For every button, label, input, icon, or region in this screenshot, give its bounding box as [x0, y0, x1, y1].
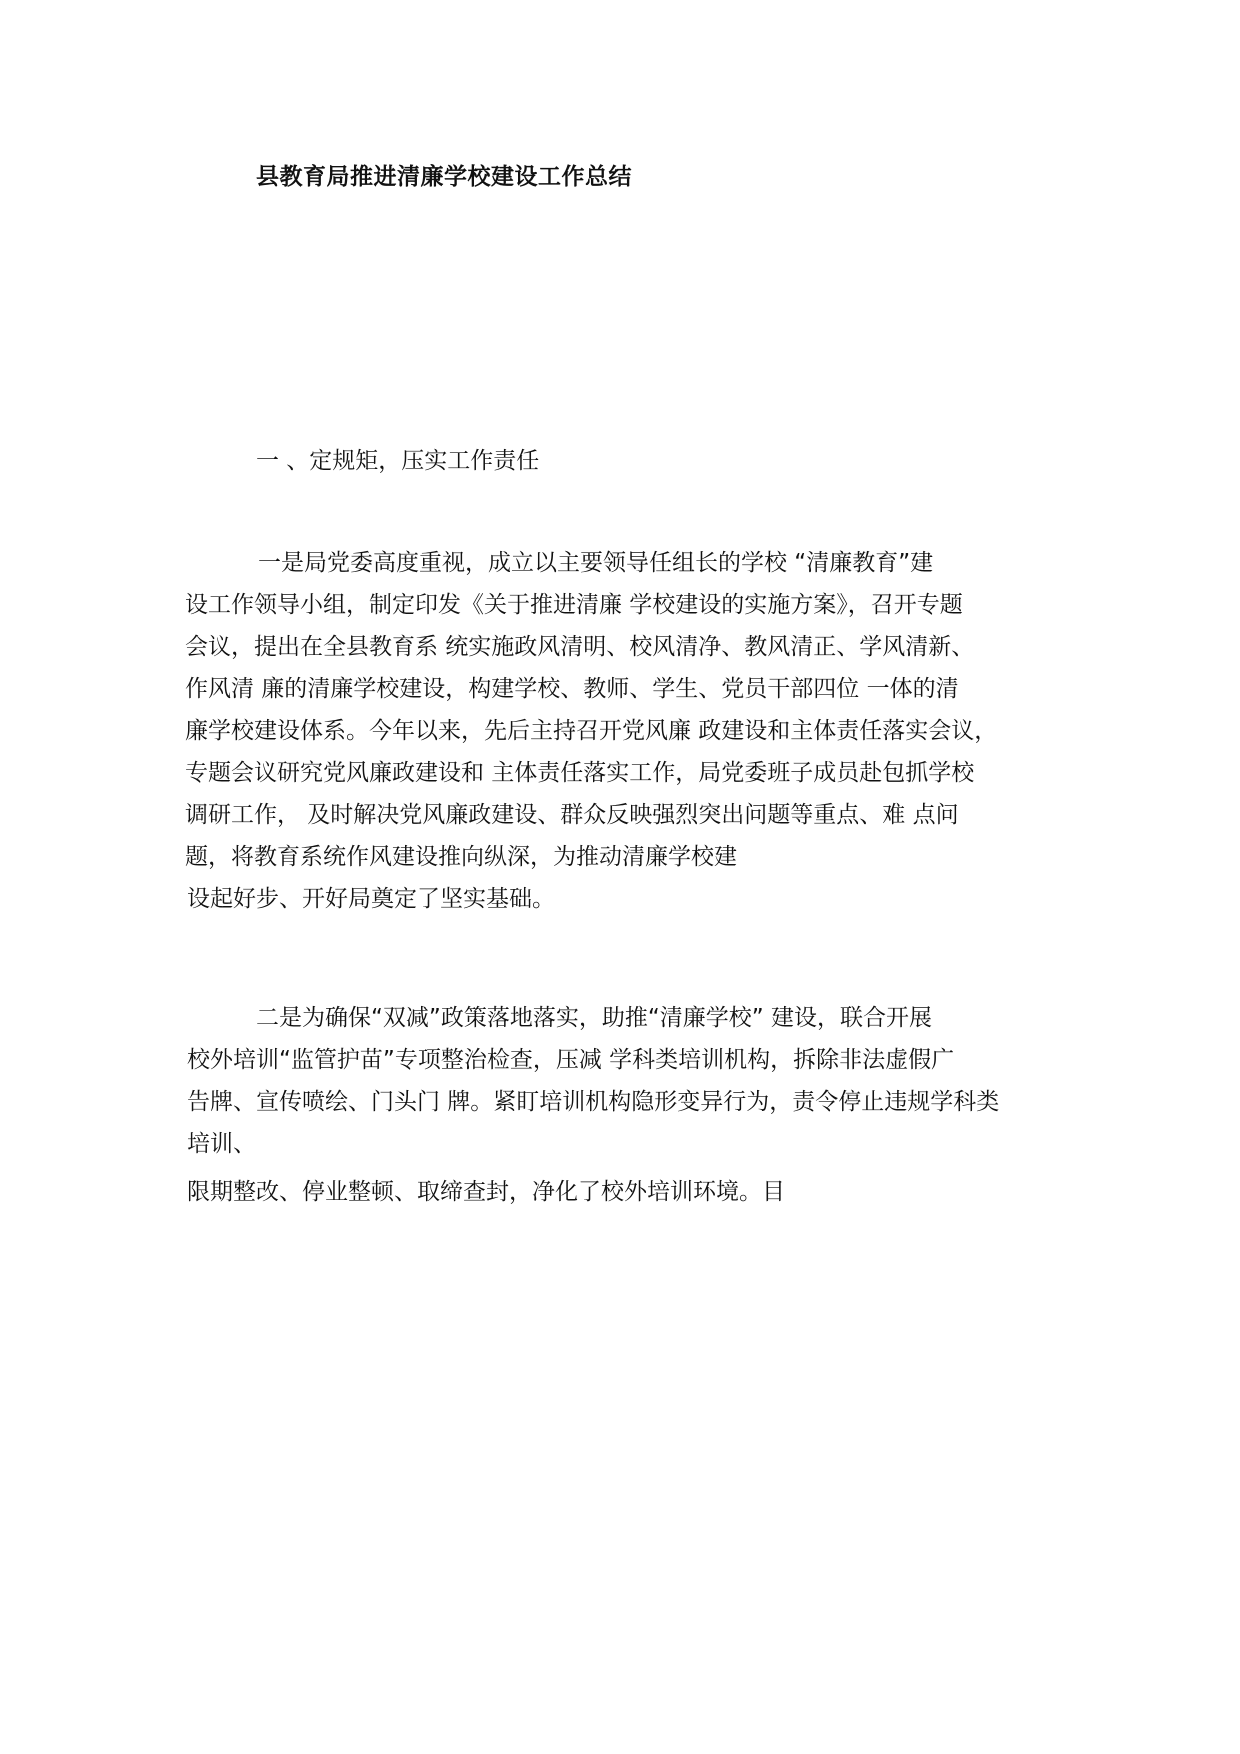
- paragraph-line: 作风清 廉的清廉学校建设，构建学校、教师、学生、党员干部四位 一体的清: [185, 676, 959, 702]
- paragraph-line: 二是为确保“双减”政策落地落实，助推“清廉学校” 建设，联合开展: [256, 1005, 932, 1031]
- paragraph-line: 调研工作， 及时解决党风廉政建设、群众反映强烈突出问题等重点、难 点问: [185, 802, 959, 828]
- paragraph-line: 专题会议研究党风廉政建设和 主体责任落实工作，局党委班子成员赴包抓学校: [185, 760, 975, 786]
- paragraph-line: 设工作领导小组，制定印发《关于推进清廉 学校建设的实施方案》，召开专题: [185, 592, 963, 618]
- paragraph-line: 校外培训“监管护苗”专项整治检查，压减 学科类培训机构，拆除非法虚假广: [187, 1047, 955, 1073]
- section-heading: 一 、定规矩，压实工作责任: [256, 448, 540, 474]
- paragraph-line: 告牌、宣传喷绘、门头门 牌。紧盯培训机构隐形变异行为，责令停止违规学科类: [187, 1089, 1000, 1115]
- paragraph-line: 廉学校建设体系。今年以来，先后主持召开党风廉 政建设和主体责任落实会议，: [185, 718, 998, 744]
- paragraph-line: 限期整改、停业整顿、取缔查封，净化了校外培训环境。目: [187, 1179, 785, 1205]
- paragraph-line: 培训、: [187, 1131, 256, 1157]
- paragraph-line: 一是局党委高度重视，成立以主要领导任组长的学校 “清廉教育”建: [258, 550, 934, 576]
- paragraph-line: 会议，提出在全县教育系 统实施政风清明、校风清净、教风清正、学风清新、: [185, 634, 975, 660]
- paragraph-line: 设起好步、开好局奠定了坚实基础。: [187, 886, 555, 912]
- paragraph-line: 题，将教育系统作风建设推向纵深，为推动清廉学校建: [185, 844, 737, 870]
- document-title: 县教育局推进清廉学校建设工作总结: [256, 164, 632, 190]
